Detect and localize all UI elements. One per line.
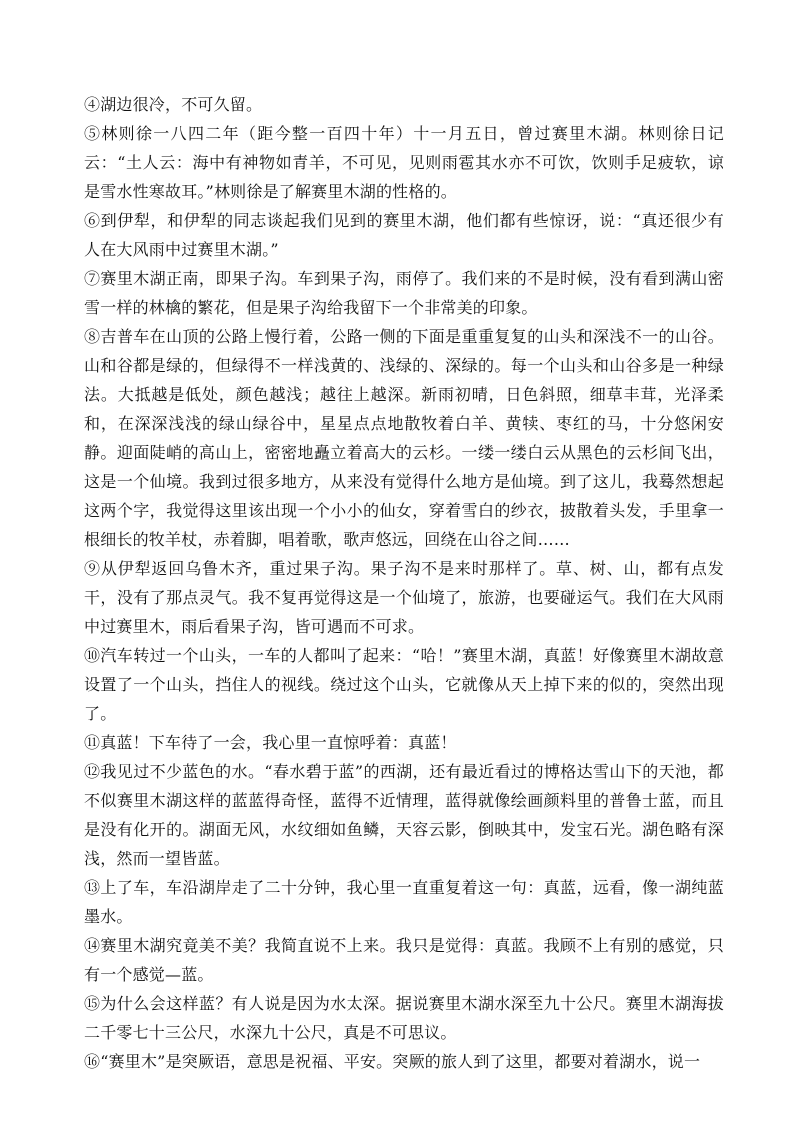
paragraph-number: ⑬ <box>84 878 101 897</box>
paragraph-text: 赛里木湖正南，即果子沟。车到果子沟，雨停了。我们来的不是时候，没有看到满山密雪一样的林檎的繁花，但是果子沟给我留下一个非常美的印象。 <box>84 269 724 317</box>
paragraph-text: 汽车转过一个山头，一车的人都叫了起来：“哈！”赛里木湖，真蓝！好像赛里木湖故意设置了一个山头，挡住人的视线。绕过这个山头，它就像从天上掉下来的似的，突然出现了。 <box>84 646 724 723</box>
paragraph-5 <box>84 119 724 206</box>
paragraph-16 <box>84 1047 724 1076</box>
paragraph-number: ⑮ <box>84 994 101 1013</box>
paragraph-text: “赛里木”是突厥语，意思是祝福、平安。突厥的旅人到了这里，都要对着湖水，说一 <box>100 1052 701 1071</box>
paragraph-number: ⑫ <box>84 762 101 781</box>
paragraph-12 <box>84 757 724 873</box>
paragraph-text: 上了车，车沿湖岸走了二十分钟，我心里一直重复着这一句：真蓝，远看，像一湖纯蓝墨水。 <box>84 878 724 926</box>
paragraph-number: ⑯ <box>84 1052 101 1071</box>
paragraph-number: ⑥ <box>84 211 101 230</box>
paragraph-number: ⑨ <box>84 559 101 578</box>
paragraph-text: 林则徐一八四二年（距今整一百四十年）十一月五日，曾过赛里木湖。林则徐日记云：“土人云：海中有神物如青羊，不可见，见则雨雹其水亦不可饮，饮则手足疲软，谅是雪水性寒故耳。”林则徐是了解赛里木湖的性格的。 <box>84 124 724 201</box>
paragraph-14 <box>84 931 724 989</box>
paragraph-text: 真蓝！下车待了一会，我心里一直惊呼着：真蓝！ <box>100 733 457 752</box>
paragraph-10 <box>84 641 724 728</box>
paragraph-text: 赛里木湖究竟美不美？我简直说不上来。我只是觉得：真蓝。我顾不上有别的感觉，只有一个感觉—蓝。 <box>84 936 724 984</box>
paragraph-13 <box>84 873 724 931</box>
paragraph-number: ⑩ <box>84 646 101 665</box>
paragraph-number: ⑤ <box>84 124 102 143</box>
paragraph-text: 吉普车在山顶的公路上慢行着，公路一侧的下面是重重复复的山头和深浅不一的山谷。山和谷都是绿的，但绿得不一样浅黄的、浅绿的、深绿的。每一个山头和山谷多是一种绿法。大抵越是低处，颜色越浅；越往上越深。新雨初晴，日色斜照，细草丰茸，光泽柔和，在深深浅浅的绿山绿谷中，星星点点地散牧着白羊、黄犊、枣红的马，十分悠闲安静。迎面陡峭的高山上，密密地矗立着高大的云杉。一缕一缕白云从黑色的云杉间飞出，这是一个仙境。我到过很多地方，从来没有觉得什么地方是仙境。到了这儿，我蓦然想起这两个字，我觉得这里该出现一个小小的仙女，穿着雪白的纱衣，披散着头发，手里拿一根细长的牧羊杖，赤着脚，唱着歌，歌声悠远，回绕在山谷之间…… <box>84 327 724 549</box>
paragraph-7 <box>84 264 724 322</box>
paragraph-11 <box>84 728 724 757</box>
paragraph-number: ⑭ <box>84 936 101 955</box>
paragraph-4 <box>84 90 724 119</box>
paragraph-text: 到伊犁，和伊犁的同志谈起我们见到的赛里木湖，他们都有些惊讶，说：“真还很少有人在大风雨中过赛里木湖。” <box>84 211 724 259</box>
paragraph-number: ⑪ <box>84 733 101 752</box>
paragraph-8 <box>84 322 724 554</box>
paragraph-text: 为什么会这样蓝？有人说是因为水太深。据说赛里木湖水深至九十公尺。赛里木湖海拔二千零七十三公尺，水深九十公尺，真是不可思议。 <box>84 994 724 1042</box>
paragraph-text: 湖边很冷，不可久留。 <box>100 95 263 114</box>
paragraph-text: 从伊犁返回乌鲁木齐，重过果子沟。果子沟不是来时那样了。草、树、山，都有点发干，没有了那点灵气。我不复再觉得这是一个仙境了，旅游，也要碰运气。我们在大风雨中过赛里木，雨后看果子沟，皆可遇而不可求。 <box>84 559 724 636</box>
paragraph-number: ⑦ <box>84 269 101 288</box>
paragraph-15 <box>84 989 724 1047</box>
document-page <box>84 90 724 1076</box>
paragraph-text: 我见过不少蓝色的水。“春水碧于蓝”的西湖，还有最近看过的博格达雪山下的天池，都不似赛里木湖这样的蓝蓝得奇怪，蓝得不近情理，蓝得就像绘画颜料里的普鲁士蓝，而且是没有化开的。湖面无风，水纹细如鱼鳞，天容云影，倒映其中，发宝石光。湖色略有深浅，然而一望皆蓝。 <box>84 762 724 868</box>
paragraph-6 <box>84 206 724 264</box>
paragraph-number: ④ <box>84 95 101 114</box>
paragraph-number: ⑧ <box>84 327 101 346</box>
paragraph-9 <box>84 554 724 641</box>
